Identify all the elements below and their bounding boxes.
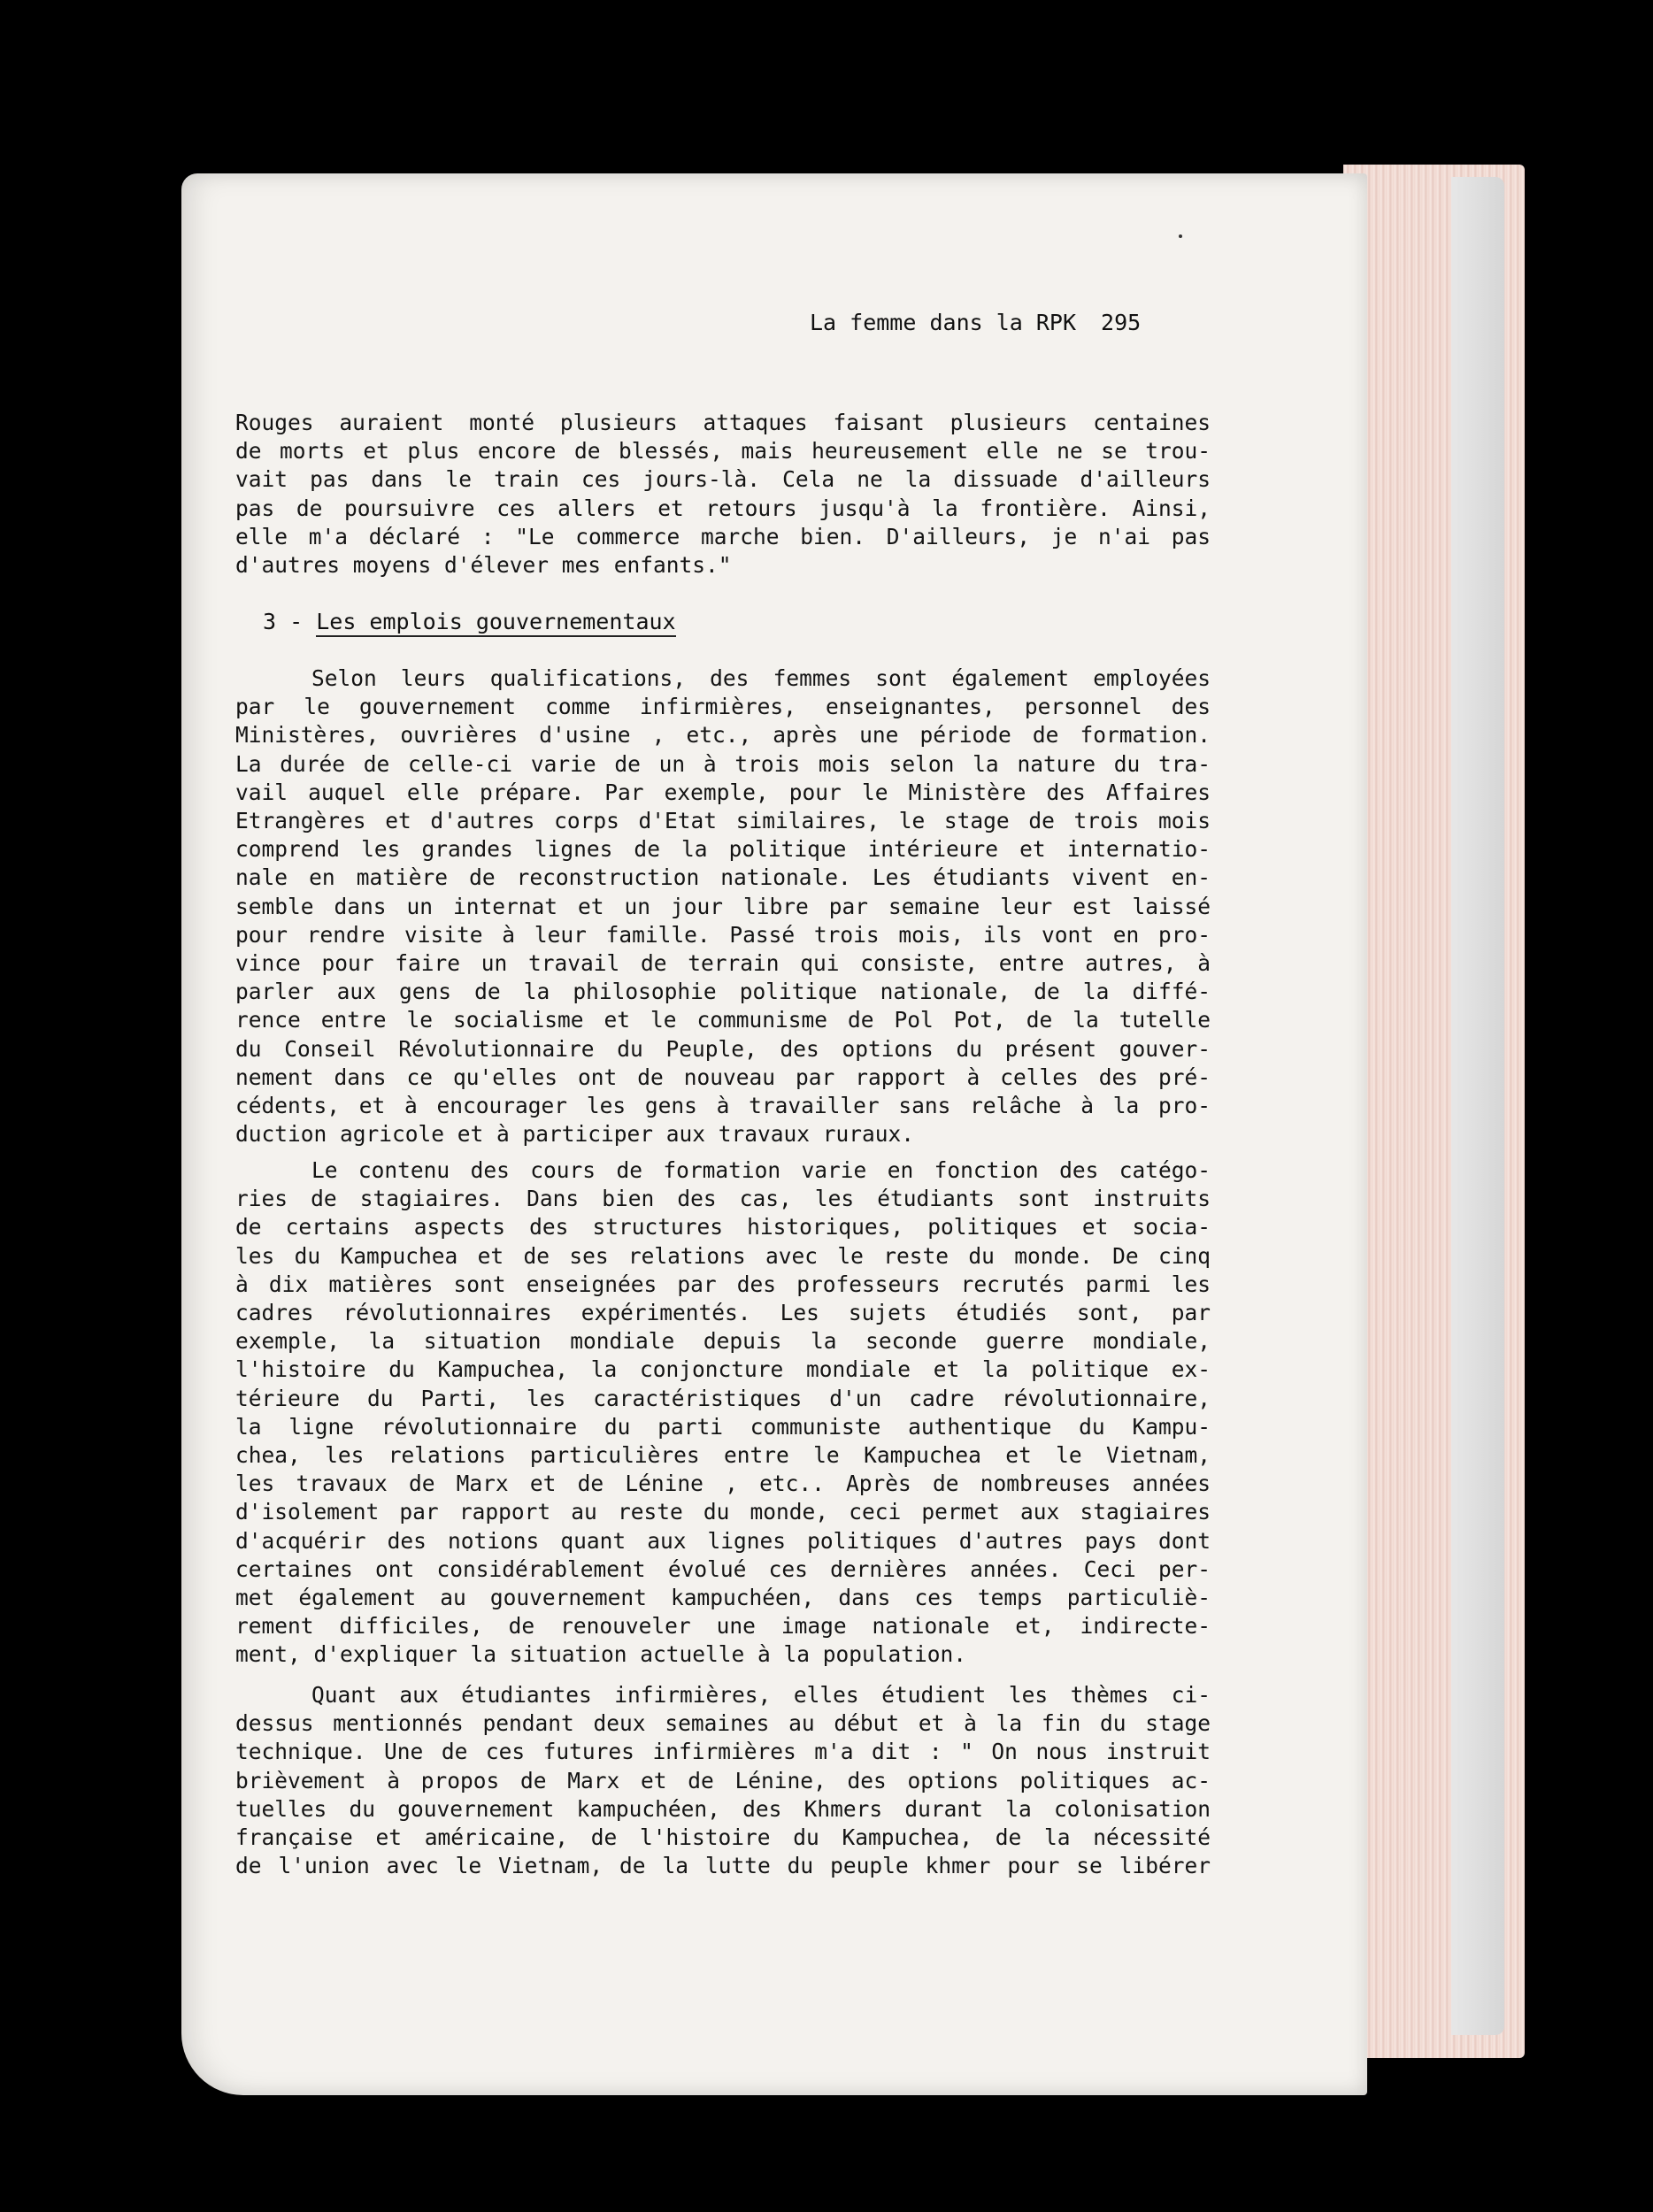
text-line: tuelles du gouvernement kampuchéen, des Khmers durant la colonisation [235, 1795, 1211, 1822]
text-line: semble dans un internat et un jour libre par semaine leur est laissé [235, 893, 1211, 919]
section-number: 3 - [263, 609, 317, 634]
text-line: rence entre le socialisme et le communisme de Pol Pot, de la tutelle [235, 1007, 1211, 1033]
text-line: cédents, et à encourager les gens à travailler sans relâche à la pro- [235, 1093, 1211, 1119]
text-line: ment, d'expliquer la situation actuelle à la population. [235, 1641, 967, 1668]
text-line: Le contenu des cours de formation varie en fonction des catégo- [311, 1157, 1211, 1183]
text-line: d'acquérir des notions quant aux lignes politiques d'autres pays dont [235, 1527, 1211, 1554]
text-line: rement difficiles, de renouveler une image nationale et, indirecte- [235, 1613, 1211, 1640]
text-line: nale en matière de reconstruction nationale. Les étudiants vivent en- [235, 864, 1211, 891]
text-line: pour rendre visite à leur famille. Passé trois mois, ils vont en pro- [235, 921, 1211, 948]
text-line: pas de poursuivre ces allers et retours jusqu'à la frontière. Ainsi, [235, 495, 1211, 521]
text-line: d'autres moyens d'élever mes enfants." [235, 552, 732, 579]
text-line: exemple, la situation mondiale depuis la seconde guerre mondiale, [235, 1328, 1211, 1355]
text-line: la ligne révolutionnaire du parti communiste authentique du Kampu- [235, 1413, 1211, 1440]
paragraph-3 [235, 1156, 1211, 1670]
text-line: nement dans ce qu'elles ont de nouveau par rapport à celles des pré- [235, 1064, 1211, 1090]
speck [1179, 234, 1182, 238]
paragraph-4 [235, 1681, 1211, 1880]
text-line: de l'union avec le Vietnam, de la lutte du peuple khmer pour se libérer [235, 1853, 1211, 1879]
paragraph-1 [235, 409, 1211, 580]
page-number: 295 [1101, 310, 1142, 335]
text-line: certaines ont considérablement évolué ces dernières années. Ceci per- [235, 1555, 1211, 1582]
text-line: de morts et plus encore de blessés, mais heureusement elle ne se trou- [235, 438, 1211, 465]
text-line: chea, les relations particulières entre le Kampuchea et le Vietnam, [235, 1442, 1211, 1469]
text-line: de certains aspects des structures historiques, politiques et socia- [235, 1214, 1211, 1240]
text-line: ries de stagiaires. Dans bien des cas, les étudiants sont instruits [235, 1186, 1211, 1212]
text-line: par le gouvernement comme infirmières, enseignantes, personnel des [235, 694, 1211, 720]
text-line: elle m'a déclaré : "Le commerce marche bien. D'ailleurs, je n'ai pas [235, 523, 1211, 549]
text-line: d'isolement par rapport au reste du monde, ceci permet aux stagiaires [235, 1499, 1211, 1525]
paragraph-2 [235, 664, 1211, 1148]
text-line: Etrangères et d'autres corps d'Etat similaires, le stage de trois mois [235, 808, 1211, 834]
book-block-edge [1451, 177, 1504, 2035]
text-line: du Conseil Révolutionnaire du Peuple, des options du présent gouver- [235, 1035, 1211, 1062]
text-line: térieure du Parti, les caractéristiques d'un cadre révolutionnaire, [235, 1385, 1211, 1411]
text-line: brièvement à propos de Marx et de Lénine, des options politiques ac- [235, 1767, 1211, 1793]
text-line: à dix matières sont enseignées par des professeurs recrutés parmi les [235, 1271, 1211, 1297]
text-line: l'histoire du Kampuchea, la conjoncture mondiale et la politique ex- [235, 1356, 1211, 1383]
text-line: Ministères, ouvrières d'usine , etc., après une période de formation. [235, 722, 1211, 749]
text-line: met également au gouvernement kampuchéen, dans ces temps particuliè- [235, 1585, 1211, 1611]
running-title: La femme dans la RPK [810, 310, 1077, 335]
text-line: technique. Une de ces futures infirmières m'a dit : " On nous instruit [235, 1739, 1211, 1765]
text-line: vince pour faire un travail de terrain qui consiste, entre autres, à [235, 950, 1211, 977]
text-line: duction agricole et à participer aux travaux ruraux. [235, 1121, 915, 1148]
section-title: Les emplois gouvernementaux [316, 609, 675, 637]
text-line: les travaux de Marx et de Lénine , etc.. Après de nombreuses années [235, 1471, 1211, 1497]
text-line: Quant aux étudiantes infirmières, elles étudient les thèmes ci- [311, 1682, 1211, 1708]
text-line: française et américaine, de l'histoire du Kampuchea, de la nécessité [235, 1824, 1211, 1851]
text-line: Selon leurs qualifications, des femmes sont également employées [311, 665, 1211, 691]
text-line: parler aux gens de la philosophie politique nationale, de la diffé- [235, 979, 1211, 1005]
text-line: cadres révolutionnaires expérimentés. Les sujets étudiés sont, par [235, 1300, 1211, 1326]
text-line: les du Kampuchea et de ses relations avec le reste du monde. De cinq [235, 1242, 1211, 1269]
text-line: comprend les grandes lignes de la politique intérieure et internatio- [235, 836, 1211, 863]
section-heading [263, 609, 676, 634]
text-line: vait pas dans le train ces jours-là. Cela ne la dissuade d'ailleurs [235, 466, 1211, 493]
running-header [810, 310, 1141, 335]
text-line: La durée de celle-ci varie de un à trois mois selon la nature du tra- [235, 750, 1211, 777]
text-line: Rouges auraient monté plusieurs attaques faisant plusieurs centaines [235, 410, 1211, 435]
text-line: vail auquel elle prépare. Par exemple, pour le Ministère des Affaires [235, 779, 1211, 805]
text-line: dessus mentionnés pendant deux semaines au début et à la fin du stage [235, 1710, 1211, 1737]
